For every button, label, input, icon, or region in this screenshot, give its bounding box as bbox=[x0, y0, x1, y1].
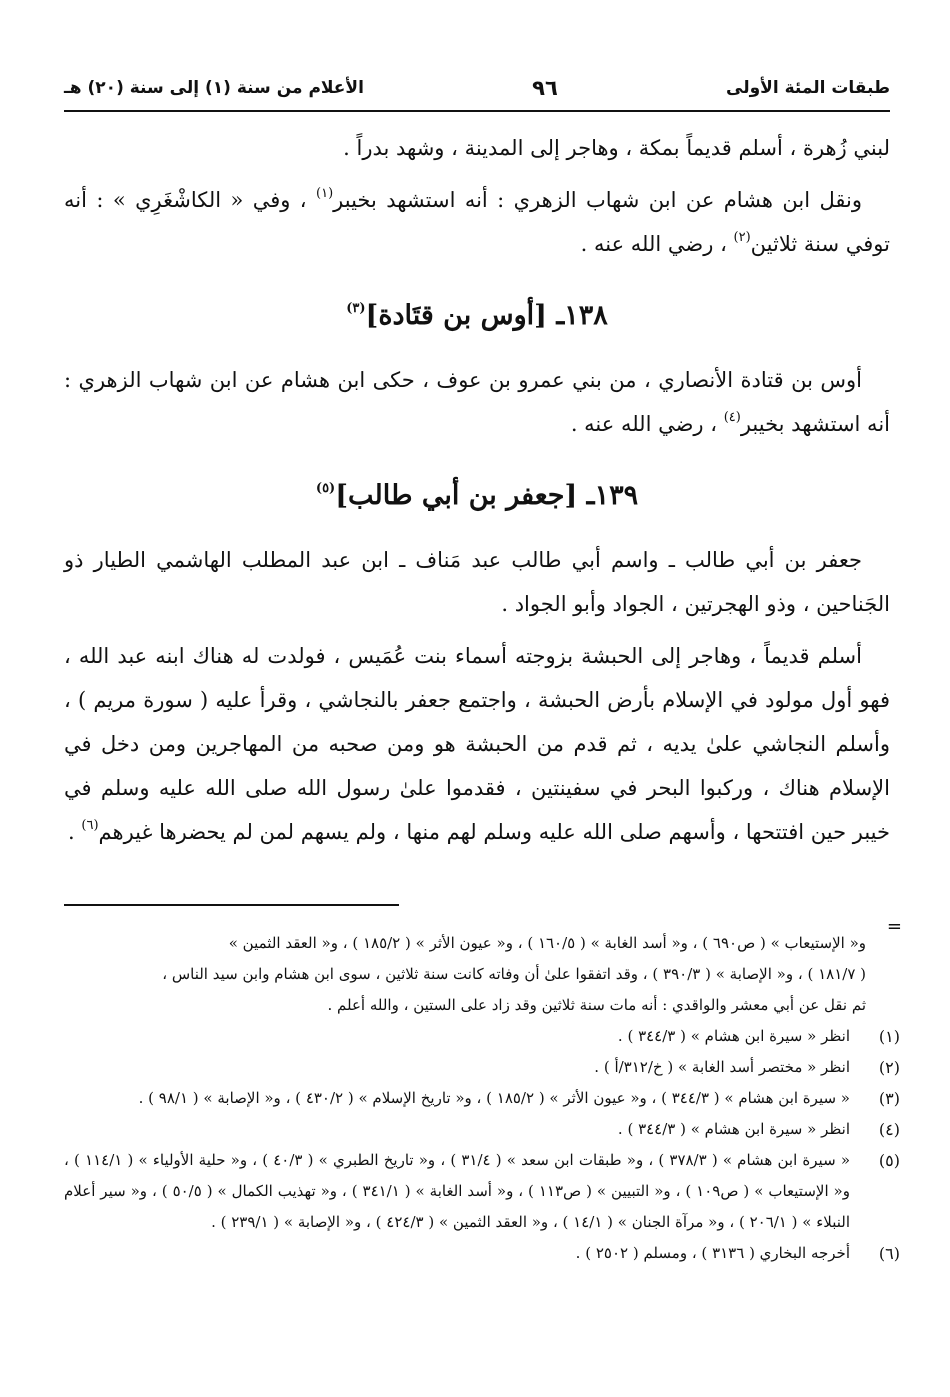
paragraph-3-text-b: ، رضي الله عنه . bbox=[570, 412, 724, 436]
footnote-text: أخرجه البخاري ( ٣١٣٦ ) ، ومسلم ( ٢٥٠٢ ) . bbox=[575, 1244, 850, 1262]
entry-heading-139-text: ١٣٩ـ [جعفر بن أبي طالب] bbox=[335, 480, 639, 511]
header-section-title: الأعلام من سنة (١) إلى سنة (٢٠) هـ bbox=[64, 78, 364, 98]
footnote-text: « سيرة ابن هشام » ( ٣٧٨/٣ ) ، و« طبقات ابن سعد » ( ٣١/٤ ) ، و« تاريخ الطبري » ( ٤٠/٣ ) ، و« حلية الأولياء » ( ١١٤/١ ) ، و« الإستيعاب » ( ص١٠٩ ) ، و« التبيين » ( ص١١٣ ) ، و« أسد الغابة » ( ٣٤١/١ ) ، و« تهذيب الكمال » ( ٥٠/٥ ) ، و« سير أعلام النبلاء » ( ٢٠٦/١ ) ، و« مرآة الجنان » ( ١٤/١ ) ، و« العقد الثمين » ( ٤٢٤/٣ ) ، و« الإصابة » ( ٢٣٩/١ ) . bbox=[64, 1151, 850, 1231]
footnote-text: انظر « سيرة ابن هشام » ( ٣٤٤/٣ ) . bbox=[617, 1120, 850, 1138]
paragraph-5-text-b: . bbox=[68, 820, 82, 844]
footnote-carry-line-2: ( ١٨١/٧ ) ، و« الإصابة » ( ٣٩٠/٣ ) ، وقد اتفقوا علىٰ أن وفاته كانت سنة ثلاثين ، سوى ابن هشام وابن سيد الناس ، bbox=[162, 965, 866, 983]
paragraph-2-text-b: ، وفي « الكاشْغَرِي » : أنه توفي سنة ثلاثين bbox=[64, 188, 890, 256]
footnote-text: « سيرة ابن هشام » ( ٣٤٤/٣ ) ، و« عيون الأثر » ( ١٨٥/٢ ) ، و« تاريخ الإسلام » ( ٤٣٠/٢ ) ، و« الإصابة » ( ٩٨/١ ) . bbox=[138, 1089, 850, 1107]
header-rule bbox=[64, 110, 890, 112]
footnote-text: انظر « مختصر أسد الغابة » ( خ/٣١٢/أ ) . bbox=[594, 1058, 850, 1076]
header-book-title: طبقات المئة الأولى bbox=[726, 78, 890, 98]
footnote-ref-6[interactable]: (٦) bbox=[81, 818, 99, 833]
footnote-2 bbox=[64, 1052, 900, 1083]
footnote-number: (٥) bbox=[878, 1151, 900, 1170]
footnote-3 bbox=[64, 1083, 900, 1114]
footnote-4 bbox=[64, 1114, 900, 1145]
page-number: ٩٦ bbox=[532, 76, 558, 100]
paragraph-2 bbox=[64, 178, 890, 266]
footnote-rule bbox=[64, 904, 399, 906]
running-header bbox=[64, 72, 890, 104]
paragraph-5-text-a: أسلم قديماً ، وهاجر إلى الحبشة بزوجته أسماء بنت عُمَيس ، فولدت له هناك ابنه عبد الله ، فهو أول مولود في الإسلام بأرض الحبشة ، واجتمع جعفر بالنجاشي ، وقرأ عليه ( سورة مريم ) ، وأسلم النجاشي علىٰ يديه ، ثم قدم من الحبشة هو ومن صحبه من المهاجرين ومن دخل في الإسلام هناك ، وركبوا البحر في سفينتين ، فقدموا علىٰ رسول الله صلى الله عليه وسلم في خيبر حين افتتحها ، وأسهم صلى الله عليه وسلم لهم منها ، ولم يسهم لمن لم يحضرها غيرهم bbox=[64, 644, 890, 844]
footnote-1 bbox=[64, 1021, 900, 1052]
footnote-ref-1[interactable]: (١) bbox=[316, 186, 334, 201]
paragraph-5 bbox=[64, 634, 890, 854]
footnote-number: (٦) bbox=[878, 1244, 900, 1263]
entry-heading-138 bbox=[64, 294, 890, 338]
footnote-carry-line-3: ثم نقل عن أبي معشر والواقدي : أنه مات سنة ثلاثين وقد زاد على الستين ، والله أعلم . bbox=[327, 996, 866, 1014]
footnote-6 bbox=[64, 1238, 900, 1269]
footnote-ref-5[interactable]: (٥) bbox=[315, 481, 336, 496]
footnote-number: (١) bbox=[878, 1027, 900, 1046]
footnote-5 bbox=[64, 1145, 900, 1238]
paragraph-4: جعفر بن أبي طالب ـ واسم أبي طالب عبد مَناف ـ ابن عبد المطلب الهاشمي الطيار ذو الجَناحين ، وذو الهجرتين ، الجواد وأبو الجواد . bbox=[64, 548, 890, 616]
paragraph-1: لبني زُهرة ، أسلم قديماً بمكة ، وهاجر إلى المدينة ، وشهد بدراً . bbox=[343, 136, 890, 160]
entry-heading-138-text: ١٣٨ـ [أوس بن قتَادة] bbox=[365, 300, 608, 331]
footnote-carry-line-1: و« الإستيعاب » ( ص٦٩٠ ) ، و« أسد الغابة » ( ١٦٠/٥ ) ، و« عيون الأثر » ( ١٨٥/٢ ) ، و« العقد الثمين » bbox=[228, 934, 866, 952]
paragraph-3 bbox=[64, 358, 890, 446]
footnote-number: (٣) bbox=[878, 1089, 900, 1108]
paragraph-2-text-a: ونقل ابن هشام عن ابن شهاب الزهري : أنه استشهد بخيبر bbox=[333, 188, 862, 212]
footnote-number: (٢) bbox=[878, 1058, 900, 1077]
footnote-ref-3[interactable]: (٣) bbox=[346, 301, 366, 316]
footnotes bbox=[64, 928, 900, 1269]
footnote-number: (٤) bbox=[878, 1120, 900, 1139]
paragraph-2-text-c: ، رضي الله عنه . bbox=[580, 232, 734, 256]
main-text bbox=[64, 126, 890, 854]
footnote-continuation-mark: = bbox=[886, 916, 902, 937]
footnote-ref-2[interactable]: (٢) bbox=[733, 230, 751, 245]
paragraph-3-text-a: أوس بن قتادة الأنصاري ، من بني عمرو بن عوف ، حكى ابن هشام عن ابن شهاب الزهري : أنه استشهد بخيبر bbox=[64, 368, 890, 436]
footnote-text: انظر « سيرة ابن هشام » ( ٣٤٤/٣ ) . bbox=[617, 1027, 850, 1045]
entry-heading-139 bbox=[64, 474, 890, 518]
footnote-ref-4[interactable]: (٤) bbox=[723, 410, 741, 425]
